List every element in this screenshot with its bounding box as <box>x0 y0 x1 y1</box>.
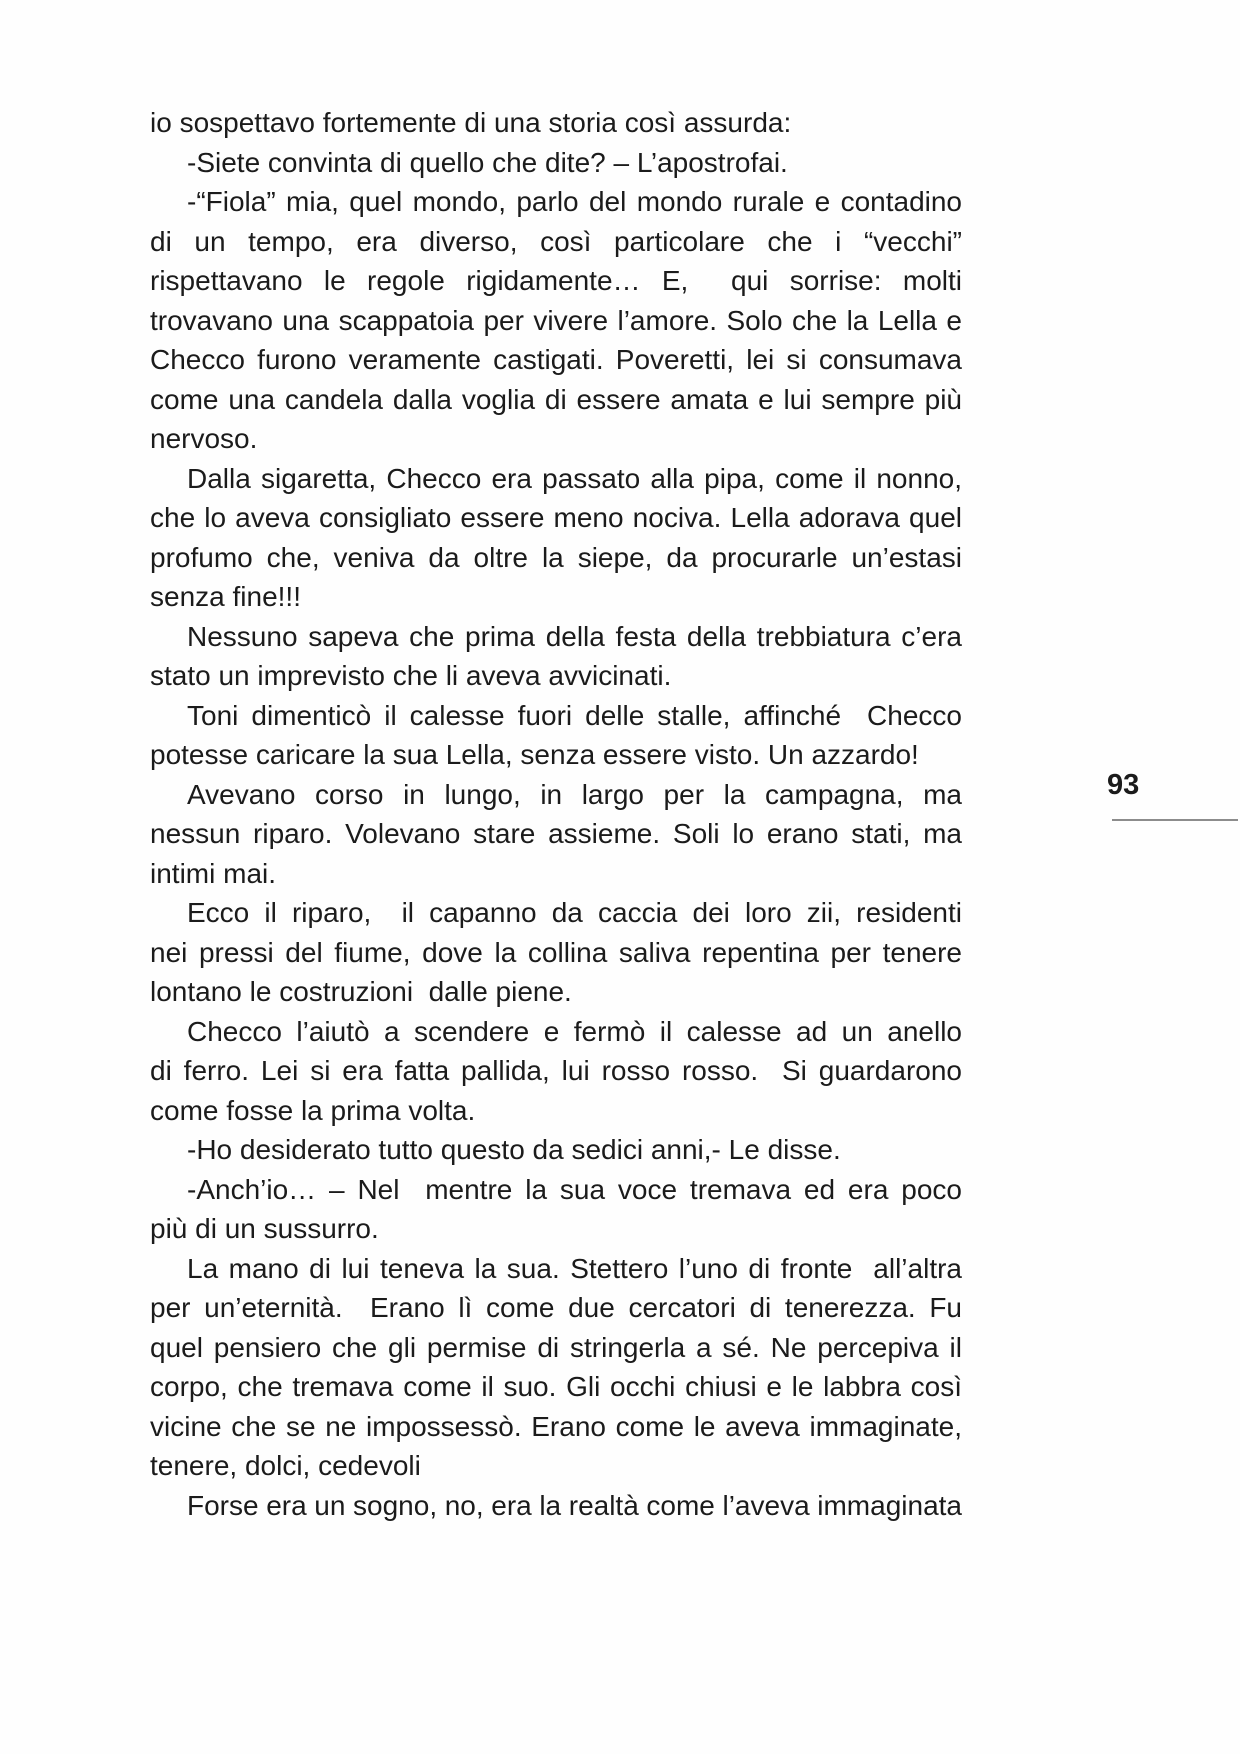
text-line: Avevano corso in lungo, in largo per la campagna, ma <box>187 778 962 810</box>
text-line: nei pressi del fiume, dove la collina saliva repentina per tenere <box>150 936 962 968</box>
text-line: Toni dimenticò il calesse fuori delle stalle, affinché Checco <box>187 699 962 731</box>
text-line: nessun riparo. Volevano stare assieme. Soli lo erano stati, ma <box>150 818 962 849</box>
text-line: rispettavano le regole rigidamente… E, qui sorrise: molti <box>150 265 962 296</box>
text-line: trovavano una scappatoia per vivere l’amore. Solo che la Lella e <box>150 304 962 336</box>
text-line: potesse caricare la sua Lella, senza essere visto. Un azzardo! <box>150 739 919 770</box>
text-line: Ecco il riparo, il capanno da caccia dei loro zii, residenti <box>187 897 962 928</box>
text-line: Nessuno sapeva che prima della festa della trebbiatura c’era <box>187 620 962 652</box>
text-line: -“Fiola” mia, quel mondo, parlo del mondo rurale e contadino <box>187 186 962 217</box>
text-line: -Ho desiderato tutto questo da sedici anni,- Le disse. <box>187 1134 841 1165</box>
text-line: corpo, che tremava come il suo. Gli occhi chiusi e le labbra così <box>150 1371 962 1402</box>
page-number-rule <box>1112 819 1238 821</box>
page-number: 93 <box>1107 769 1140 801</box>
page-text <box>150 103 962 1525</box>
text-line: che lo aveva consigliato essere meno nociva. Lella adorava quel <box>150 502 962 533</box>
text-line: di ferro. Lei si era fatta pallida, lui rosso rosso. Si guardarono <box>150 1055 962 1086</box>
text-line: io sospettavo fortemente di una storia così assurda: <box>150 107 792 138</box>
text-line: intimi mai. <box>150 857 277 889</box>
text-line: più di un sussurro. <box>150 1213 379 1244</box>
text-line: come fosse la prima volta. <box>150 1094 476 1126</box>
text-line: lontano le costruzioni dalle piene. <box>150 976 572 1007</box>
text-line: Forse era un sogno, no, era la realtà come l’aveva immaginata <box>187 1489 962 1521</box>
text-line: -Anch’io… – Nel mentre la sua voce tremava ed era poco <box>187 1173 962 1205</box>
text-line: come una candela dalla voglia di essere amata e lui sempre più <box>150 383 962 415</box>
text-line: nervoso. <box>150 423 258 454</box>
text-line: quel pensiero che gli permise di stringerla a sé. Ne percepiva il <box>150 1331 962 1363</box>
text-line: per un’eternità. Erano lì come due cercatori di tenerezza. Fu <box>150 1292 962 1323</box>
text-line: stato un imprevisto che li aveva avvicinati. <box>150 660 672 691</box>
text-line: di un tempo, era diverso, così particolare che i “vecchi” <box>150 225 962 257</box>
text-line: -Siete convinta di quello che dite? – L’apostrofai. <box>187 146 788 178</box>
text-line: vicine che se ne impossessò. Erano come le aveva immaginate, <box>150 1410 962 1442</box>
text-line: senza fine!!! <box>150 581 301 612</box>
text-line: Checco furono veramente castigati. Poveretti, lei si consumava <box>150 344 962 375</box>
text-line: profumo che, veniva da oltre la siepe, da procurarle un’estasi <box>150 541 962 573</box>
text-line: Checco l’aiutò a scendere e fermò il calesse ad un anello <box>187 1015 962 1047</box>
text-line: La mano di lui teneva la sua. Stettero l’uno di fronte all’altra <box>187 1252 962 1284</box>
text-line: Dalla sigaretta, Checco era passato alla pipa, come il nonno, <box>187 462 962 494</box>
text-line: tenere, dolci, cedevoli <box>150 1450 421 1481</box>
